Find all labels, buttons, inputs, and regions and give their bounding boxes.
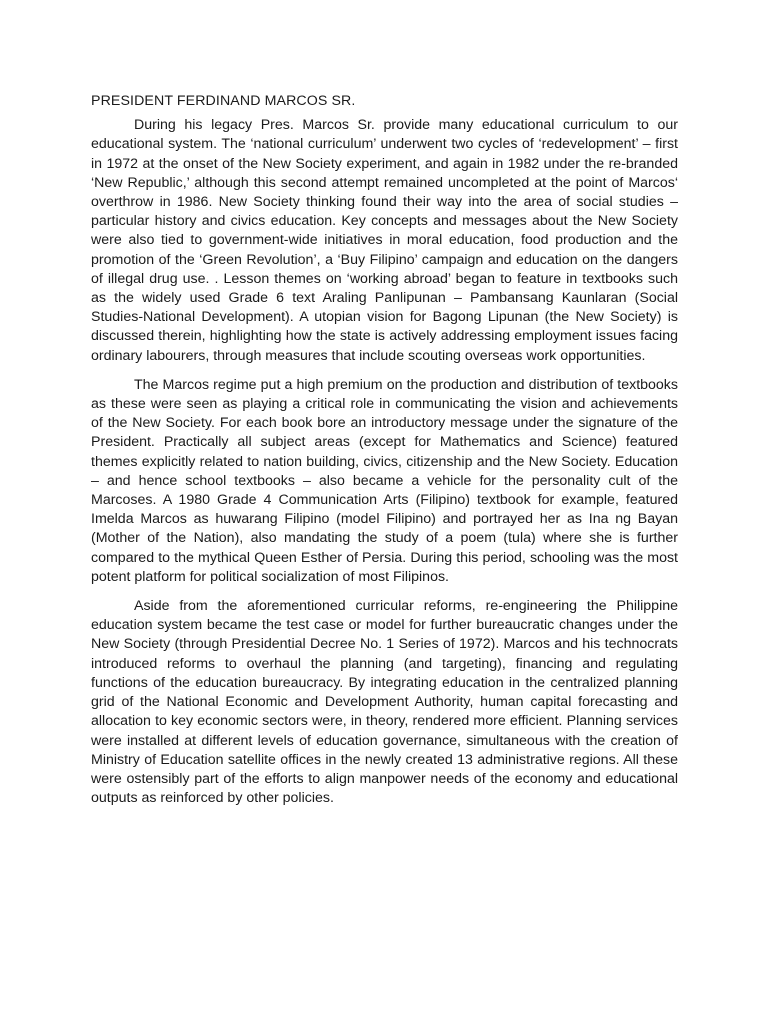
- paragraph-3: Aside from the aforementioned curricular reforms, re-engineering the Philippine education system became the test case or model for further bureaucratic changes under the New Society (through Presidential Decree No. 1 Series of 1972). Marcos and his technocrats introduced reforms to overhaul the planning (and targeting), financing and regulating functions of the education bureaucracy. By integrating education in the centralized planning grid of the National Economic and Development Authority, human capital forecasting and allocation to key economic sectors were, in theory, rendered more efficient. Planning services were installed at different levels of education governance, simultaneous with the creation of Ministry of Education satellite offices in the newly created 13 administrative regions. All these were ostensibly part of the efforts to align manpower needs of the economy and educational outputs as reinforced by other policies.: [91, 598, 678, 807]
- paragraph-1: During his legacy Pres. Marcos Sr. provide many educational curriculum to our educational system. The ‘national curriculum’ underwent two cycles of ‘redevelopment’ – first in 1972 at the onset of the New Society experiment, and again in 1982 under the re-branded ‘New Republic,’ although this second attempt remained uncompleted at the point of Marcos‘ overthrow in 1986. New Society thinking found their way into the area of social studies – particular history and civics education. Key concepts and messages about the New Society were also tied to government-wide initiatives in moral education, food production and the promotion of the ‘Green Revolution’, a ‘Buy Filipino’ campaign and education on the dangers of illegal drug use. . Lesson themes on ‘working abroad’ began to feature in textbooks such as the widely used Grade 6 text Araling Panlipunan – Pambansang Kaunlaran (Social Studies-National Development). A utopian vision for Bagong Lipunan (the New Society) is discussed therein, highlighting how the state is actively addressing employment issues facing ordinary labourers, through measures that include scouting overseas work opportunities.: [91, 117, 678, 364]
- document-title: PRESIDENT FERDINAND MARCOS SR.: [91, 93, 356, 109]
- paragraph-2: The Marcos regime put a high premium on the production and distribution of textbooks as these were seen as playing a critical role in communicating the vision and achievements of the New Society. For each book bore an introductory message under the signature of the President. Practically all subject areas (except for Mathematics and Science) featured themes explicitly related to nation building, civics, citizenship and the New Society. Education – and hence school textbooks – also became a vehicle for the personality cult of the Marcoses. A 1980 Grade 4 Communication Arts (Filipino) textbook for example, featured Imelda Marcos as huwarang Filipino (model Filipino) and portrayed her as Ina ng Bayan (Mother of the Nation), also mandating the study of a poem (tula) where she is further compared to the mythical Queen Esther of Persia. During this period, schooling was the most potent platform for political socialization of most Filipinos.: [91, 376, 678, 585]
